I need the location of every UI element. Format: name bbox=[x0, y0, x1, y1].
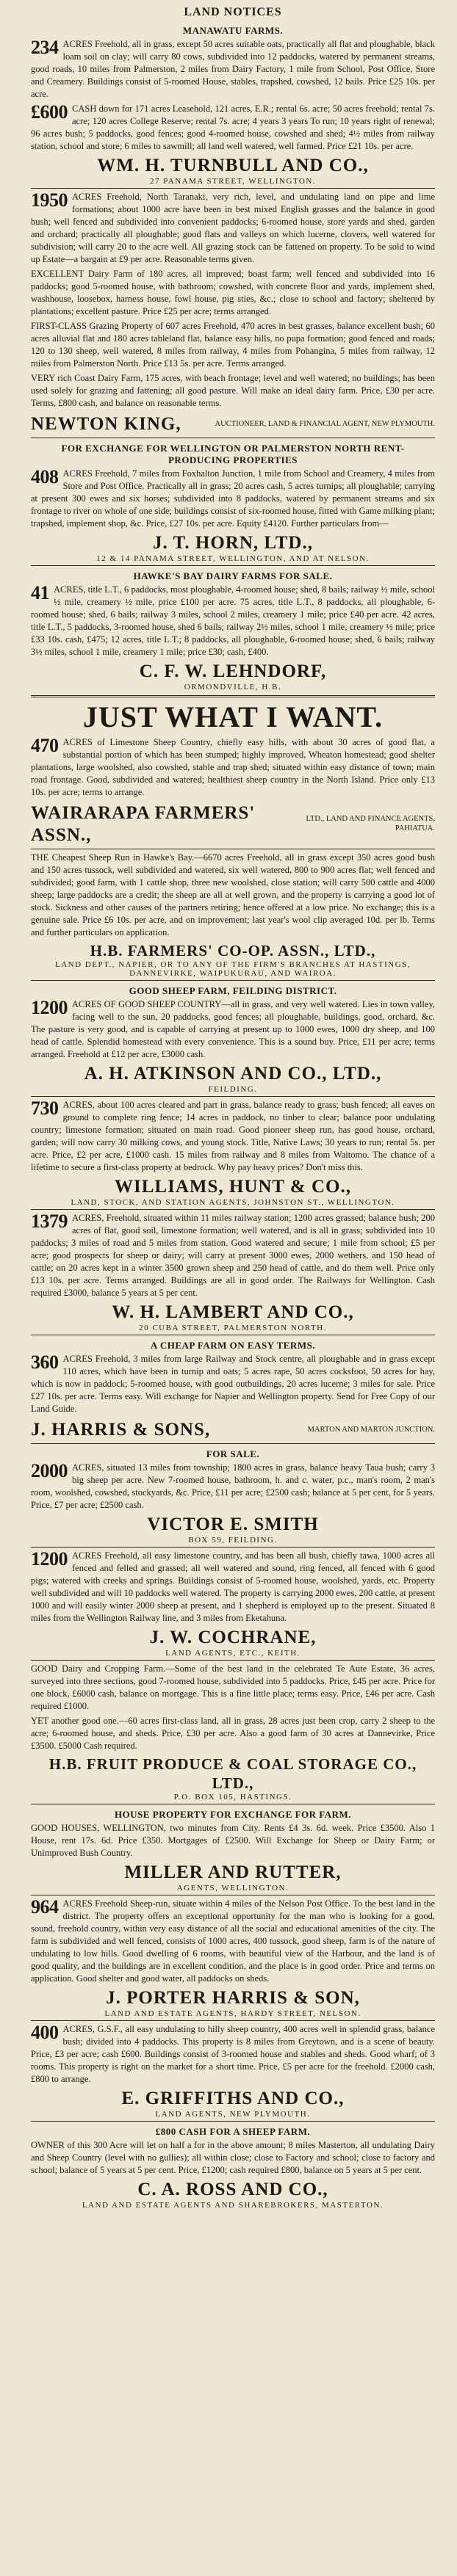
section-sheep-farm: £800 CASH FOR A SHEEP FARM. bbox=[155, 2126, 311, 2137]
ad-text: ACRES OF GOOD SHEEP COUNTRY—all in grass, and very well watered. Lies in town valley, facing well to the sun, 20 paddocks, good fences; all ploughable, buildings, good, orchard, &c. The pasture is very good, and is capable of carrying at present up to 1000 ewes, 1000 dry sheep, and 100 head of cattle. Splendid homestead with every convenience. This is a sound buy. Price, £11 per acre; terms arranged. Freehold at £12 per acre, £3000 cash. bbox=[31, 999, 435, 1059]
ad-number: 400 bbox=[31, 2022, 59, 2043]
agent-horn-address: 12 & 14 PANAMA STREET, WELLINGTON, AND AT NELSON. bbox=[96, 554, 370, 563]
agent-porter-harris: J. PORTER HARRIS & SON, bbox=[106, 1988, 360, 2008]
agent-newton-king: NEWTON KING, bbox=[31, 414, 181, 434]
ad-text: ACRES Freehold, all easy limestone country, and has been all bush, chiefly tawa, 1000 acres all fenced and felled and grassed; all well watered and sound, ring fenced, all fenced with 6 good pigs; watered with creeks and springs. Buildings consist of 5-roomed house, woolshed, yards, etc. Property well subdivided and will 10 paddocks well watered. The property is carrying 2000 ewes, 200 cattle, at present 1000 and will easily winter 2000 sheep at present, and 1 shepherd is employed up to the present. Situated 8 miles from the Wellington Railway line, and 3 miles from Eketahuna. bbox=[31, 1550, 435, 1623]
ad-number: 41 bbox=[31, 582, 49, 603]
agent-wairarapa-row bbox=[31, 801, 435, 846]
ad-text: ACRES, situated 13 miles from township; 1800 acres in grass, balance heavy Taua bush; carry 3 big sheep per acre. New 7-roomed house, bathroom, h. and c. water, p.c., man's room, 2 man's room, woolshed, cowshed, stockyards, &c. Price, £11 per acre; £2500 cash; balance at 5 per cent, for 5 years. Price, £7 per acre; £2500 cash. bbox=[31, 1462, 435, 1510]
ad-sheep-farm bbox=[31, 2139, 435, 2177]
agent-lehndorf-address: ORMONDVILLE, H.B. bbox=[184, 683, 282, 692]
ad-number: 234 bbox=[31, 37, 59, 58]
agent-harris: J. HARRIS & SONS, bbox=[31, 1420, 211, 1440]
divider bbox=[31, 695, 435, 697]
ad-text: EXCELLENT Dairy Farm of 180 acres, all improved; boast farm; well fenced and subdivided into 16 paddocks; good 5-roomed house, with bathroom; cowshed, with concrete floor and yards, implement shed, washhouse, loosebox, harness house, fowl house, pig sties, &c.; close to school and factory; sheltered by plantations; excellent pasture. Price £25 per acre; terms arranged. bbox=[31, 269, 435, 316]
ad-very-rich-coast bbox=[31, 372, 435, 410]
agent-miller-rutter: MILLER AND RUTTER, bbox=[124, 1862, 342, 1882]
ad-number: 360 bbox=[31, 1352, 59, 1373]
ad-excellent-dairy bbox=[31, 268, 435, 318]
ad-number: 2000 bbox=[31, 1460, 68, 1481]
ad-text: ACRES, about 100 acres cleared and part in grass, balance ready to grass; bush fenced; all eaves on ground to complete ring fence; 14 acres in paddock, no tinber to clear; balance poor undulating country; limestone formation; situated on main road. Good pioneer sheep run, has good house, orchard, garden; will now carry 30 milking cows, and young stock. Title, Native Laws; 30 years to run; rental 5s. per acre. Price, £2 per acre, £1000 cash. 15 miles from railway and 8 miles from Waitomo. The chance of a lifetime to secure a first-class property at bedrock. Why pay heavy prices? Don't miss this. bbox=[31, 1100, 435, 1172]
page-title: LAND NOTICES bbox=[184, 6, 282, 18]
section-hawkes-bay: HAWKE'S BAY DAIRY FARMS FOR SALE. bbox=[133, 570, 333, 581]
agent-hb-fruit-address: P.O. BOX 105, HASTINGS. bbox=[173, 1793, 292, 1802]
ad-1950-acres bbox=[31, 191, 435, 266]
agent-newton-king-row bbox=[31, 412, 435, 435]
agent-cochrane-address: LAND AGENTS, ETC., KEITH. bbox=[165, 1649, 301, 1658]
ad-number: £600 bbox=[31, 101, 68, 123]
ad-number: 964 bbox=[31, 1896, 59, 1918]
ad-number: 470 bbox=[31, 735, 59, 756]
agent-ross-address: LAND AND ESTATE AGENTS AND SHAREBROKERS, MASTERTON. bbox=[82, 2201, 384, 2210]
agent-lehndorf: C. F. W. LEHNDORF, bbox=[139, 661, 327, 681]
ad-text: ACRES, Freehold, situated within 11 miles railway station; 1200 acres grassed; balance bush; 200 acres of flat, good soil, limestone formation; well watered, and is all in grass; subdivided into 10 paddocks; 3 miles of road and 5 miles from station. Good watered and secure; 1 mile from school; £5 per acre; good prospects for sheep or dairy; will carry at present 3000 ewes, 2000 wethers, and 150 head of cattle; on 20 acres kept in a winter 3500 grown sheep and 250 head of cattle, and do them well. Price only £13 10s. per acre. Terms arranged. Buildings are all in good order. The Railways for Wellington. Cash required £3000, balance 5 years at 5 per cent. bbox=[31, 1213, 435, 1298]
agent-williams-hunt: WILLIAMS, HUNT & CO., bbox=[115, 1177, 351, 1197]
agent-williams-hunt-address: LAND, STOCK, AND STATION AGENTS, JOHNSTON ST., WELLINGTON. bbox=[71, 1198, 395, 1207]
agent-smith-address: BOX 59, FEILDING. bbox=[188, 1536, 278, 1545]
agent-turnbull-address: 27 PANAMA STREET, WELLINGTON. bbox=[149, 177, 317, 186]
ad-730-acres bbox=[31, 1099, 435, 1174]
ad-text: ACRES Freehold, North Taranaki, very rich, level, and undulating land on pipe and lime formations; about 1000 acre have been in best mixed English grasses and the balance in good bush; well fenced and subdivided into convenient paddocks; 6-roomed house, store yards and shed, garden and orchard; practically all ploughable; good flats and valleys on which lucerne, clovers, well watered for subdivision; will carry 20 to the acre well. All grazing stock can be fattened on property. To be sold to wind up Estate—a bargain at £9 per acre. Reasonable terms given. bbox=[31, 192, 435, 264]
ad-text: VERY rich Coast Dairy Farm, 175 acres, with beach frontage; level and well watered; no buildings; has been used solely for grazing and fattening; all good pasture. Will make an ideal dairy farm. Price, £30 per acre. Terms, £800 cash, and balance on reasonable terms. bbox=[31, 373, 435, 408]
ad-234-acres bbox=[31, 38, 435, 101]
ad-text: CASH down for 171 acres Leasehold, 121 acres, E.R.; rental 6s. acre; 50 acres freehold; rental 7s. acre; 120 acres College Reserve; rental 7s. acre; 4 years 3 years To run; 10 years right of renewal; 96 acres bush; 5 paddocks, good fences; good 4-roomed house, cowshed and shed; 4½ miles from railway station, school and store; 6 miles to sawmill; all land well watered, well farmed. Price £21 10s. per acre. bbox=[31, 104, 435, 151]
agent-wairarapa-details: LTD., LAND AND FINANCE AGENTS, PAHIATUA. bbox=[306, 815, 435, 832]
ad-text: ACRES Freehold, 7 miles from Foxhalton Junction, 1 mile from School and Creamery, 4 miles from Store and Post Office. Practically all in grass; 20 acres cash, 5 acres turnips; all ploughable; carrying at present 300 ewes and six horses; subdivided into 8 paddocks, watered by permanent streams and six frontage to river on whole of one side; buildings consist of six-roomed house, fitted with Game milking plant; trapshed, implement shop, &c. Price, £27 10s. per acre. Equity £4120. Further particulars from— bbox=[31, 468, 435, 529]
section-cheap-farm: A CHEAP FARM ON EASY TERMS. bbox=[150, 1340, 316, 1351]
agent-newton-king-details: AUCTIONEER, LAND & FINANCIAL AGENT, NEW PLYMOUTH. bbox=[215, 419, 435, 428]
ad-360-acres bbox=[31, 1353, 435, 1415]
agent-hb-farmers-address: LAND DEPT., NAPIER, OR TO ANY OF THE FIRM'S BRANCHES AT HASTINGS, DANNEVIRKE, WAIPUKURAU, AND WAIROA. bbox=[54, 960, 411, 978]
agent-ross: C. A. ROSS AND CO., bbox=[137, 2180, 328, 2199]
agent-griffiths: E. GRIFFITHS AND CO., bbox=[121, 2089, 345, 2108]
ad-1200-acres-limestone bbox=[31, 1550, 435, 1625]
ad-good-dairy bbox=[31, 1663, 435, 1713]
ad-text: ACRES Freehold, all in grass, except 50 acres suitable oats, practically all flat and ploughable, black loam soil on clay; will carry 80 cows, subdivided into 12 paddocks, watered by permanent streams, good roads, 10 miles from Palmerston, 2 miles from Dairy Factory, 1 mile from School, Post Office, Store and Creamery. Buildings consist of 5-roomed House, stables, trapshed, cowshed, 12 bails. Price £25 10s. per acre. bbox=[31, 39, 435, 99]
divider bbox=[31, 565, 435, 566]
divider bbox=[31, 2020, 435, 2021]
land-notices-column bbox=[31, 3, 435, 2211]
ad-408-acres bbox=[31, 468, 435, 530]
agent-atkinson: A. H. ATKINSON AND CO., LTD., bbox=[84, 1064, 382, 1084]
agent-lambert: W. H. LAMBERT AND CO., bbox=[112, 1302, 354, 1322]
ad-text: GOOD HOUSES, WELLINGTON, two minutes from City. Rents £4 3s. 6d. week. Price £3500. Also 1 House, rent 17s. 6d. Price £350. Mortgages of £2500. Will Exchange for Sheep or Dairy Farm; or Unimproved Bush Country. bbox=[31, 1823, 435, 1858]
section-for-sale: FOR SALE. bbox=[206, 1448, 260, 1459]
agent-harris-details: MARTON AND MARTON JUNCTION. bbox=[307, 1425, 435, 1434]
ad-text: OWNER of this 300 Acre will let on half a for in the above amount; 8 miles Masterton, all undulating Dairy and Sheep Country (level with no gullies); all within close; close to Factory and school; close to factory and school; balance of 5 years at 5 per cent. Price, £1200; cash required £800, balance on 5 years at 5 per cent. bbox=[31, 2140, 435, 2175]
divider bbox=[31, 980, 435, 981]
ad-number: 408 bbox=[31, 466, 59, 487]
ad-1379-acres bbox=[31, 1212, 435, 1299]
agent-harris-row bbox=[31, 1418, 435, 1441]
divider bbox=[31, 2121, 435, 2122]
agent-griffiths-address: LAND AGENTS, NEW PLYMOUTH. bbox=[155, 2110, 311, 2119]
section-manawatu: MANAWATU FARMS. bbox=[182, 25, 284, 36]
ad-1200-acres bbox=[31, 998, 435, 1061]
divider bbox=[31, 1443, 435, 1444]
divider bbox=[31, 1660, 435, 1661]
ad-text: FIRST-CLASS Grazing Property of 607 acres Freehold, 470 acres in best grasses, balance excellent bush; 60 acres alluvial flat and 180 acres tableland flat, balance easy hills, no pupa formation; good fenced and roads; 120 to 130 sheep, well watered, 8 miles from railway, 4 miles from Pohangina, 5 miles from railway, 12 miles from Palmerston North. Price £13 5s. per acre. Terms arranged. bbox=[31, 321, 435, 369]
agent-lambert-address: 20 CUBA STREET, PALMERSTON NORTH. bbox=[139, 1324, 327, 1332]
agent-atkinson-address: FEILDING. bbox=[208, 1085, 258, 1094]
agent-cochrane: J. W. COCHRANE, bbox=[149, 1628, 317, 1647]
ad-number: 1200 bbox=[31, 1548, 68, 1570]
ad-text: GOOD Dairy and Cropping Farm.—Some of the best land in the celebrated Te Aute Estate, 36 acres, surveyed into three sections, good 7-roomed house, subdivided into 5 paddocks. Price, £45 per acre. Price for one block, £6000 cash, balance on mortgage. This is a fine little place; terms easy. Price, £46 per acre. Cash required £1000. bbox=[31, 1663, 435, 1711]
ad-470-acres bbox=[31, 736, 435, 799]
divider bbox=[31, 1096, 435, 1097]
agent-smith: VICTOR E. SMITH bbox=[147, 1514, 319, 1534]
ad-400-acres bbox=[31, 2023, 435, 2086]
ad-text: ACRES, G.S.F., all easy undulating to hilly sheep country, 400 acres well in splendid grass, balance bush; divided into 4 paddocks. This property is 8 miles from Greytown, and is a scene of beauty. Price, £3 per acre; cash £600. Buildings consist of 3-roomed house and stables and sheds. Good wharf; of 3 rooms. This property is right on the market for a short time. Price, £5 per acre for the freehold. £2000 cash, £800 to arrange. bbox=[31, 2024, 435, 2084]
ad-text: THE Cheapest Sheep Run in Hawke's Bay.—6670 acres Freehold, all in grass except 350 acres good bush and 150 acres tussock, well subdivided and watered, six well watered, 800 to 900 acres flat; well fenced and subdivided; good farm, with 1 cattle shop, three new woolshed, close station; will carry 500 cattle and 4000 sheep; large paddocks are a credit; the sheep are all at well grown, and the property is carrying a good lot of stock. Sickness and other causes of the partners retiring; hence offered at a low price. No exchange; this is a genuine sale. Price £6 10s. per acre, and on improvement; last year's wool clip averaged 10d. per lb. Terms and further particulars on application. bbox=[31, 852, 435, 937]
ad-text: ACRES of Limestone Sheep Country, chiefly easy hills, with about 30 acres of good flat, a substantial portion of which has been stumped; highly improved, Wheaton homestead; good shelter plantations, large woolshed, also cowshed, stable and trap shed; situated within easy distance of town; main road frontage. Good, subdivided and watered; healthiest sheep country in the North Island. Price only £13 10s. per acre; terms to arrange. bbox=[31, 737, 435, 797]
ad-text: ACRES Freehold Sheep-run, situate within 4 miles of the Nelson Post Office. To the best land in the district. The property offers an exceptional opportunity for the man who is looking for a good, sound, freehold country, within very easy distance of all the social and educational amenities of the city. The farm is subdivided and well fenced, consists of 1000 acres, 400 tussock, good sheep, farm is of the nature of undulating to low hills. Good dwelling of 6 rooms, with beautiful view of the Harbour, and the land is of good quality, and the buildings are in excellent condition, and the place is in good order. Price and terms on application. Good shelter and good water, all paddocks on sheds. bbox=[31, 1898, 435, 1984]
ad-number: 1379 bbox=[31, 1211, 68, 1232]
ad-2000-acres bbox=[31, 1462, 435, 1512]
ad-number: 1200 bbox=[31, 997, 68, 1018]
section-exchange-wellington: FOR EXCHANGE FOR WELLINGTON OR PALMERSTON NORTH RENT-PRODUCING PROPERTIES bbox=[61, 443, 405, 465]
ad-text: ACRES, title L.T., 6 paddocks, most ploughable, 4-roomed house; shed, 8 bails; railway ½ mile, school ½ mile, creamery ½ mile, price £100 per acre. 75 acres, title L.T., 8 paddocks, all ploughable, 6-roomed house; shed, 6 bails; railway 3 miles, school 2 miles, creamery 1 mile; price £40 per acre. 42 acres, title L.T., 5 paddocks, 3-roomed house, shed 6 bails; railway 2½ miles, school 1 mile, creamery ½ mile; price £33 10s. cash, £475; 12 acres, title L.T.; 8 paddocks, all ploughable, 6-roomed house; shed, 6 bails; railway 3½ miles, school 1 mile, creamery 1 mile; price £30; cash, £400. bbox=[31, 584, 435, 657]
ad-first-class-grazing bbox=[31, 320, 435, 370]
agent-hb-fruit: H.B. FRUIT PRODUCE & COAL STORAGE CO., LTD., bbox=[48, 1755, 417, 1792]
ad-600-cash bbox=[31, 103, 435, 153]
ad-text: ACRES Freehold, 3 miles from large Railway and Stock centre, all ploughable and in grass except 110 acres, which have been in turnip and oats; 5 acres rape, 50 acres cocksfoot, 50 acres for hay, which is now in paddock; 5-roomed house, with good outbuildings, 20 acres lucerne; 3 miles for sale. Price £27 10s. per acre. Terms easy. Will exchange for Napier and Wellington property. Send for Free Copy of our Land Guide. bbox=[31, 1354, 435, 1414]
ad-41-acres bbox=[31, 584, 435, 658]
ad-number: 1950 bbox=[31, 189, 68, 211]
agent-hb-farmers: H.B. FARMERS' CO-OP. ASSN., LTD., bbox=[90, 942, 376, 959]
ad-yet-another bbox=[31, 1715, 435, 1752]
ad-text: YET another good one.—60 acres first-class land, all in grass, 28 acres just been crop, carry 2 sheep to the acre; 6-roomed house, and sheds. Price, £30 per acre. Also a good farm of 30 acres at Dannevirke, Price £3500. £5000 Cash required. bbox=[31, 1716, 435, 1751]
agent-miller-rutter-address: AGENTS, WELLINGTON. bbox=[176, 1884, 289, 1893]
ad-number: 730 bbox=[31, 1097, 59, 1119]
agent-turnbull: WM. H. TURNBULL AND CO., bbox=[97, 156, 369, 175]
agent-porter-harris-address: LAND AND ESTATE AGENTS, HARDY STREET, NELSON. bbox=[104, 2009, 361, 2018]
divider bbox=[31, 188, 435, 189]
agent-horn: J. T. HORN, LTD., bbox=[153, 533, 313, 553]
section-feilding-sheep: GOOD SHEEP FARM, FEILDING DISTRICT. bbox=[129, 985, 337, 996]
agent-wairarapa: WAIRARAPA FARMERS' ASSN., bbox=[31, 803, 256, 845]
ad-house-exchange bbox=[31, 1822, 435, 1860]
section-house-exchange: HOUSE PROPERTY FOR EXCHANGE FOR FARM. bbox=[114, 1809, 352, 1820]
ad-964-acres bbox=[31, 1898, 435, 1985]
ad-cheapest-sheep-run bbox=[31, 852, 435, 939]
headline-just-what-i-want: JUST WHAT I WANT. bbox=[82, 700, 384, 733]
divider bbox=[31, 1547, 435, 1548]
divider bbox=[31, 1209, 435, 1210]
